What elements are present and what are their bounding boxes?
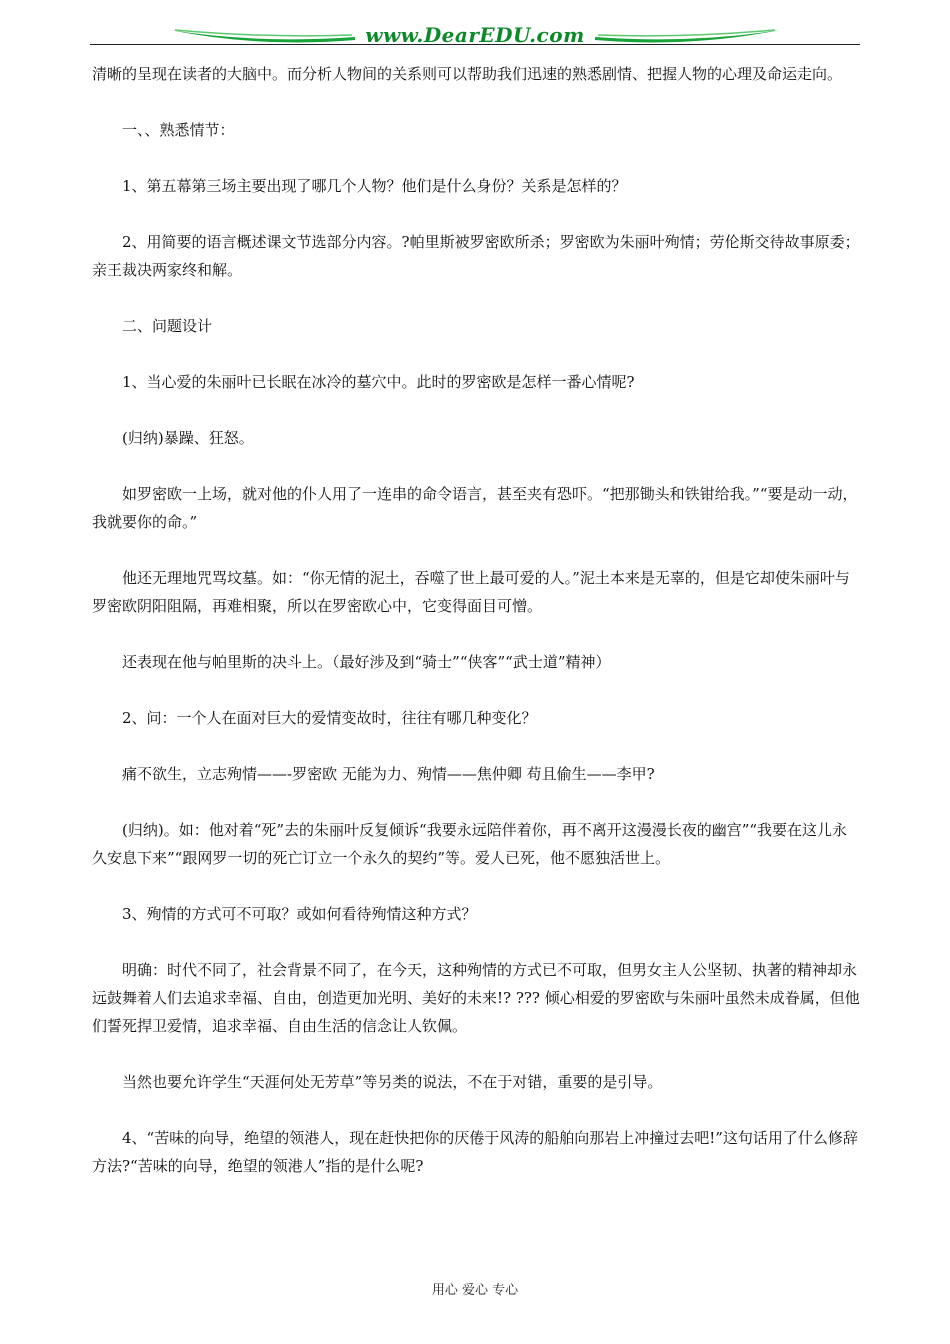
paragraph: 明确：时代不同了，社会背景不同了，在今天，这种殉情的方式已不可取，但男女主人公坚韧、执著的精神却永远鼓舞着人们去追求幸福、自由，创造更加光明、美好的未来!? ??? 倾心相爱的罗密欧与朱丽叶虽然未成眷属，但他们誓死捍卫爱情，追求幸福、自由生活的信念让人钦佩。 xyxy=(92,961,860,1035)
paragraph: 还表现在他与帕里斯的决斗上。（最好涉及到“骑士”“侠客”“武士道”精神） xyxy=(122,653,611,671)
question: 4、“苦味的向导，绝望的领港人，现在赶快把你的厌倦于风涛的船舶向那岩上冲撞过去吧!”这句话用了什么修辞方法?“苦味的向导，绝望的领港人”指的是什么呢? xyxy=(92,1129,858,1175)
paragraph: 当然也要允许学生“天涯何处无芳草”等另类的说法，不在于对错，重要的是引导。 xyxy=(122,1073,663,1091)
section-heading: 二、问题设计 xyxy=(122,317,213,335)
paragraph: 清晰的呈现在读者的大脑中。而分析人物间的关系则可以帮助我们迅速的熟悉剧情、把握人物的心理及命运走向。 xyxy=(92,65,843,83)
paragraph: 如罗密欧一上场，就对他的仆人用了一连串的命令语言，甚至夹有恐吓。“把那锄头和铁钳给我。”“要是动一动，我就要你的命。” xyxy=(92,485,858,531)
paragraph: (归纳)暴躁、狂怒。 xyxy=(122,429,254,447)
page-footer: 用心 爱心 专心 xyxy=(431,1283,519,1298)
question: 3、殉情的方式可不可取？或如何看待殉情这种方式？ xyxy=(122,905,477,923)
question: 1、当心爱的朱丽叶已长眠在冰冷的墓穴中。此时的罗密欧是怎样一番心情呢? xyxy=(122,373,635,391)
question: 2、问：一个人在面对巨大的爱情变故时，往往有哪几种变化？ xyxy=(122,709,537,727)
question: 2、用简要的语言概述课文节选部分内容。?帕里斯被罗密欧所杀；罗密欧为朱丽叶殉情；劳伦斯交待故事原委；亲王裁决两家终和解。 xyxy=(92,233,860,279)
header-divider xyxy=(90,44,860,45)
site-name: www.DearEDU.com xyxy=(365,23,585,47)
paragraph: 他还无理地咒骂坟墓。如：“你无情的泥土，吞噬了世上最可爱的人。”泥土本来是无辜的，但是它却使朱丽叶与罗密欧阴阳阻隔，再难相聚，所以在罗密欧心中，它变得面目可憎。 xyxy=(92,569,850,615)
site-header-banner xyxy=(90,18,860,50)
paragraph: 痛不欲生，立志殉情——-罗密欧 无能为力、殉情——焦仲卿 苟且偷生——李甲? xyxy=(122,765,655,783)
document-body xyxy=(92,60,860,1180)
section-heading: 一、、熟悉情节： xyxy=(122,121,235,139)
question: 1、第五幕第三场主要出现了哪几个人物？他们是什么身份？关系是怎样的？ xyxy=(122,177,627,195)
paragraph: (归纳)。如：他对着“死”去的朱丽叶反复倾诉“我要永远陪伴着你，再不离开这漫漫长夜的幽宫”“我要在这儿永久安息下来”“跟网罗一切的死亡订立一个永久的契约”等。爱人已死，他不愿独活世上。 xyxy=(92,821,848,867)
